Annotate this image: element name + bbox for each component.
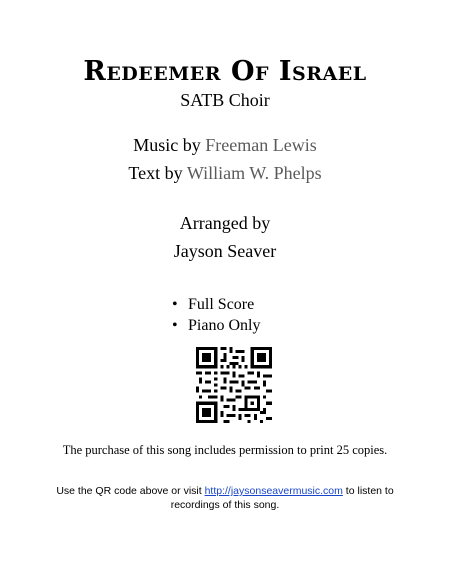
- qr-code-icon[interactable]: [196, 347, 272, 423]
- voicing-subtitle: SATB Choir: [180, 90, 270, 110]
- arranged-by-label: Arranged by: [179, 213, 271, 233]
- print-permission-note: The purchase of this song includes permission to print 25 copies.: [62, 443, 388, 457]
- composer-name: Freeman Lewis: [205, 135, 317, 155]
- edition-label: Full Score: [188, 296, 255, 313]
- text-credit-label: Text by: [128, 163, 187, 183]
- bullet-icon: •: [172, 296, 178, 313]
- arranger-name: Jayson Seaver: [173, 241, 277, 261]
- bullet-icon: •: [172, 317, 178, 334]
- edition-list: [172, 294, 260, 336]
- list-item: [172, 294, 260, 315]
- text-credit: [0, 163, 450, 184]
- website-link[interactable]: http://jaysonseavermusic.com: [204, 485, 343, 497]
- edition-label: Piano Only: [188, 317, 261, 334]
- lyricist-name: William W. Phelps: [186, 163, 322, 183]
- music-credit-label: Music by: [133, 135, 206, 155]
- music-credit: [0, 135, 450, 156]
- footer-note: [40, 484, 410, 512]
- song-title: Redeemer Of Israel: [83, 56, 367, 87]
- list-item: [172, 315, 260, 336]
- footer-text-after: to listen to recordings of this song.: [170, 485, 394, 511]
- footer-text-before: Use the QR code above or visit: [56, 485, 205, 497]
